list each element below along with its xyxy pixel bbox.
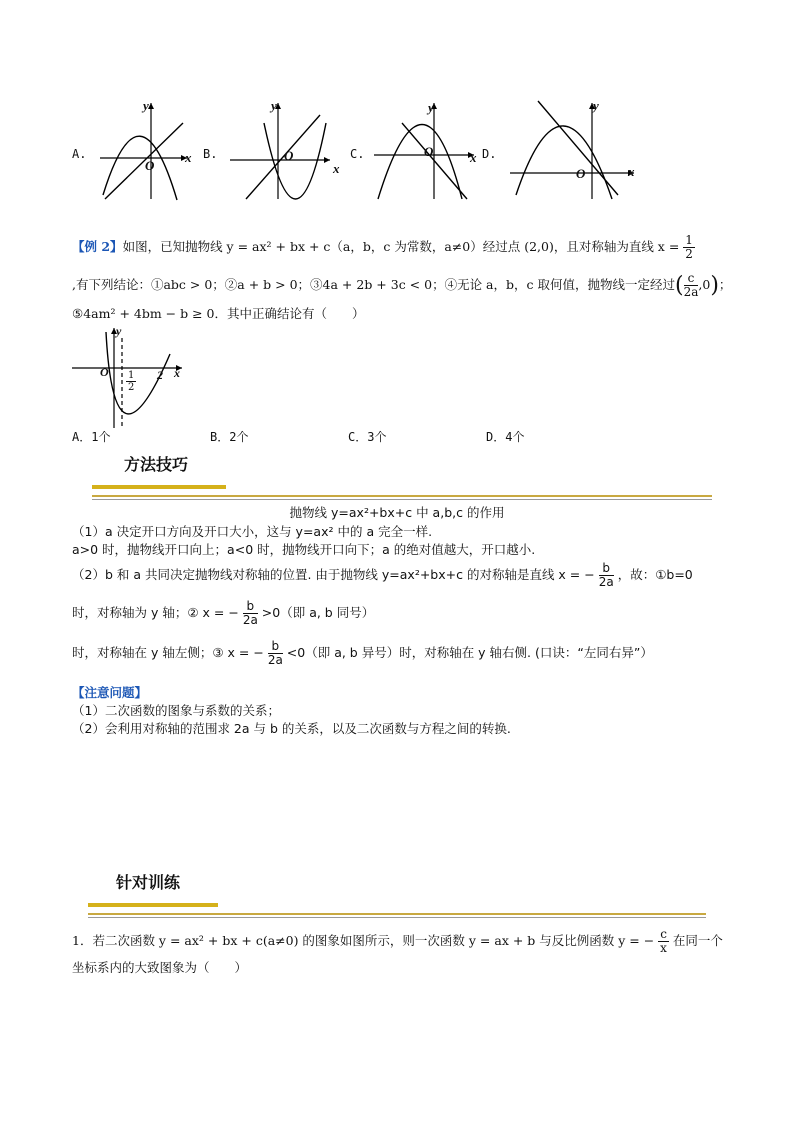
b-over-2a-3: $\frac{b}{2a}$: [267, 639, 283, 668]
method-title: 方法技巧: [124, 455, 189, 474]
question1-line1: 1．若二次函数 y = ax² + bx + c(a≠0) 的图象如图所示，则一次函数 y = ax + b 与反比例函数 y = − $\frac{c}{x}$ 在同一个: [72, 927, 723, 956]
example2-line2-text: ,有下列结论：①abc > 0；②a + b > 0；③4a + 2b + 3c < 0；④无论 a，b，c 取何值，抛物线一定经过: [72, 277, 675, 293]
method-p1: （1）a 决定开口方向及开口大小，这与 y=ax² 中的 a 完全一样.: [72, 524, 433, 539]
training-divider-gray: [88, 917, 706, 918]
b-over-2a-2: $\frac{b}{2a}$: [242, 599, 258, 628]
example2-half-fraction: $\frac{1}{2}$: [685, 233, 693, 262]
method-p3: （2）b 和 a 共同决定抛物线对称轴的位置. 由于抛物线 y=ax²+bx+c 的对称轴是直线 x = − $\frac{b}{2a}$ ，故：①b=0: [72, 561, 693, 590]
example2-c-over-2a: $\frac{c}{2a}$: [683, 271, 699, 300]
method-p2: a>0 时，抛物线开口向上；a<0 时，抛物线开口向下；a 的绝对值越大，开口越小.: [72, 542, 536, 557]
d-y-label: y: [593, 98, 599, 113]
training-title-underline: [88, 903, 218, 907]
option-b-label: B.: [203, 147, 218, 161]
method-p5: 时，对称轴在 y 轴左侧；③ x = − $\frac{b}{2a}$ <0（即 a, b 异号）时，对称轴在 y 轴右侧. (口诀：“左同右异”）: [72, 639, 653, 668]
b-x-label: x: [333, 161, 340, 176]
option-d-label: D.: [482, 147, 497, 161]
choice-c: C．3个: [348, 430, 387, 444]
question1-line2: 坐标系内的大致图象为（ ）: [72, 960, 248, 975]
d-x-label: x: [628, 164, 635, 179]
b-o-label: O: [284, 148, 294, 163]
method-divider-gold: [92, 495, 712, 497]
c-x-label: x: [470, 150, 477, 165]
training-title: 针对训练: [116, 873, 181, 892]
choice-a: A．1个: [72, 430, 111, 444]
a-o-label: O: [145, 158, 155, 173]
ex2-y-label: y: [116, 324, 122, 338]
example2-line2: ,有下列结论：①abc > 0；②a + b > 0；③4a + 2b + 3c < 0；④无论 a，b，c 取何值，抛物线一定经过( $\frac{c}{2a}$ ,0)；: [72, 271, 732, 300]
training-divider-gold: [88, 913, 706, 915]
ex2-o-label: O: [100, 365, 109, 379]
option-a-label: A.: [72, 147, 87, 161]
example2-line3: ⑤4am² + 4bm − b ≥ 0．其中正确结论有（ ）: [72, 306, 365, 321]
d-o-label: O: [576, 166, 586, 181]
option-c-label: C.: [350, 147, 365, 161]
c-o-label: O: [424, 144, 434, 159]
method-heading: 抛物线 y=ax²+bx+c 中 a,b,c 的作用: [289, 505, 505, 520]
option-b-graph: [228, 95, 338, 203]
method-p4: 时，对称轴为 y 轴；② x = − $\frac{b}{2a}$ >0（即 a, b 同号）: [72, 599, 375, 628]
example2-line1-text: 如图，已知抛物线 y = ax² + bx + c（a，b，c 为常数，a≠0）经过点 (2,0)，且对称轴为直线 x =: [122, 239, 680, 255]
example2-semicolon: ；: [718, 277, 732, 293]
a-x-label: x: [185, 150, 192, 165]
example2-point-tail: ,0: [698, 277, 711, 293]
choice-b: B．2个: [210, 430, 249, 444]
ex2-x-label: x: [174, 366, 180, 380]
b-over-2a-1: $\frac{b}{2a}$: [598, 561, 614, 590]
b-y-label: y: [271, 98, 277, 113]
ex2-two-label: 2: [157, 368, 163, 382]
note-2: （2）会利用对称轴的范围求 2a 与 b 的关系，以及二次函数与方程之间的转换.: [72, 721, 511, 736]
choice-d: D．4个: [486, 430, 525, 444]
method-divider-gray: [92, 499, 712, 500]
a-y-label: y: [143, 98, 149, 113]
c-y-label: y: [428, 100, 434, 115]
ex2-half-label: $\frac{1}{2}$: [128, 370, 135, 393]
example2-tag: 【例 2】: [72, 239, 123, 255]
option-d-graph: [508, 95, 638, 203]
note-tag: 【注意问题】: [72, 685, 148, 700]
c-over-x: $\frac{c}{x}$: [660, 927, 667, 956]
method-title-underline: [92, 485, 226, 489]
note-1: （1）二次函数的图象与系数的关系；: [72, 703, 280, 718]
example2-line1: [72, 234, 695, 261]
